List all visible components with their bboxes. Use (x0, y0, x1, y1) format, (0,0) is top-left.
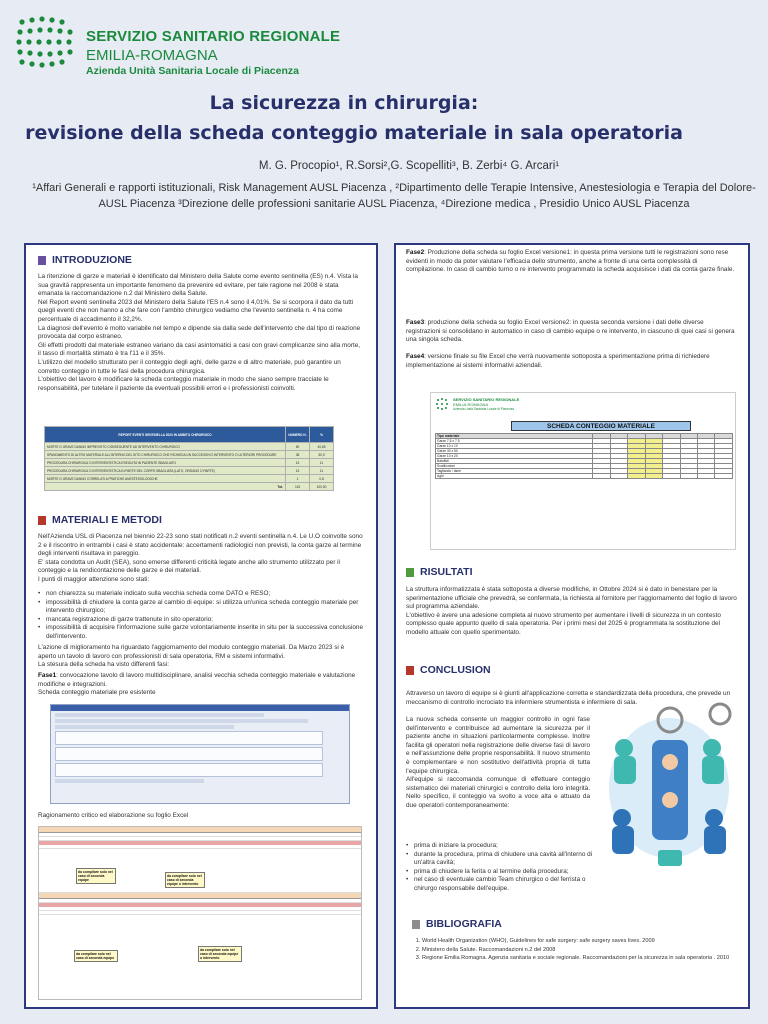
table-cell: PROCEDURA CHIRURGICA O INTERVENTISTICA ESEGUITA IN PAZIENTE SBAGLIATO (45, 459, 286, 467)
table-header: NUMERO N. (286, 427, 310, 443)
table-cell: 11 (310, 459, 334, 467)
metodi-bullets (38, 590, 364, 642)
scheda-org-2: EMILIA-ROMAGNA (453, 402, 489, 407)
authors: M. G. Procopio¹, R.Sorsi²,G. Scopelliti³, B. Zerbi⁴ G. Arcari¹ (258, 160, 560, 172)
bibliografia-heading-text: BIBLIOGRAFIA (426, 918, 502, 930)
table-header: Tipo materiale (436, 434, 593, 439)
table-cell: MORTE O GRAVE DANNO IMPREVISTO CONSEGUENTE AD INTERVENTO CHIRURGICO (45, 443, 286, 451)
conclusion-bullets (406, 842, 596, 894)
scheda-grid (435, 433, 733, 479)
section-marker-icon (38, 256, 46, 265)
table-cell: 38 (286, 451, 310, 459)
screenshot-titlebar (51, 705, 349, 711)
table-cell: 13 (286, 467, 310, 475)
table-cell: 30,9 (310, 451, 334, 459)
fase3-text (406, 319, 738, 345)
fase2-body: : Produzione della scheda su foglio Excel versione1: in questa prima versione tutti le registrazioni sono rese evidenti in modo da poter valutare l'efficacia dello strumento, anche a fronte di una certa complessità di compilazione. In caso di cambio turno o re intervento programmato la scheda acquisisce i dati da conta garze finale. (406, 249, 735, 274)
conclusion-p3: All'equipe si raccomanda comunque di effettuare conteggio sistematico dei materiali chirurgici e controllo della loro integrità. Nello specifico, il conteggio va svolto a voce alta e attuato da due operatori contemporaneamente: (406, 776, 590, 809)
org-name: SERVIZIO SANITARIO REGIONALE (86, 28, 341, 45)
table-cell: MORTE O GRAVE DANNO CORRELATI A PRATICHE ANESTESIOLOGICHE (45, 475, 286, 483)
excel-note: da compilare solo nel caso di seconda equipe (74, 950, 118, 962)
table-row (436, 474, 733, 479)
conclusion-intro: Attraverso un lavoro di equipe si è giunti all'applicazione corretta e standardizzata della procedura, che prevede un meccanismo di controllo incrociato tra infermiere strumentista e infermiere di sala. (406, 690, 731, 706)
intro-p6: L'obiettivo del lavoro è modificare la scheda conteggio materiale in modo che siano sempre tracciate le responsabilità, per tutelare il paziente da eventuali possibili errori e i professionisti coinvolti. (38, 376, 329, 392)
screenshot-row (55, 779, 204, 783)
table-cell: Garze 10 x 10 (436, 444, 593, 449)
table-cell: Scotti/cotoni (436, 464, 593, 469)
metodi-text-2 (38, 644, 364, 670)
screenshot-row (55, 719, 308, 723)
table-cell: 11 (310, 467, 334, 475)
header (0, 0, 768, 90)
table-cell: Garze 10 x 20 (436, 454, 593, 459)
fase1-caption: Scheda conteggio materiale pre esistente (38, 689, 156, 697)
metodi-p5: La stesura della scheda ha visto differenti fasi: (38, 661, 169, 669)
screenshot-row (55, 713, 264, 717)
metodi-heading-text: MATERIALI E METODI (52, 514, 162, 526)
list-item: • nel caso di eventuale cambio Team chirurgico o del ferrista o chirurgo responsabile dell'equipe. (406, 876, 596, 893)
metodi-p1: Nell'Azienda USL di Piacenza nel biennio 22-23 sono stati notificati n.2 eventi sentinella n.4. Le U.O coinvolte sono 2 e il riscontro in entrambi i casi è stato accidentale: accertamenti radiologici non previsti, la conta garze al termine degli interventi risultava in pareggio. (38, 533, 363, 558)
risultati-heading (406, 566, 473, 578)
scheda-org-3: Azienda Unità Sanitaria Locale di Piacenza (453, 407, 514, 411)
list-item: • prima di iniziare la procedura; (406, 842, 596, 851)
fase1-label: Fase1 (38, 672, 57, 679)
conclusion-p2: La nuova scheda consente un maggior controllo in ogni fase dell'intervento e contribuisce ad aumentare la sicurezza per il paziente anche in situazioni particolarmente complesse. Inoltre facilita gli operatori nella registrazione delle diverse fasi di lavoro e nell'assunzione delle proprie responsabilità. Il nuovo strumento è complementare e non sostitutivo dell'attività propria di tutta l'equipe chirurgica. (406, 716, 590, 775)
intro-heading (38, 254, 132, 266)
risultati-p1: La struttura informatizzata è stata sottoposta a diverse modifiche, in Ottobre 2024 si è dato in benestare per la sperimentazione ufficiale che prevedrà, se confermata, la richiesta al fornitore per l'aggiornamento del foglio di lavoro sul programma aziendale. (406, 586, 737, 611)
intro-p4: Gli effetti prodotti dal materiale estraneo variano da casi asintomatici a casi con gravi complicanze sino alla morte, il tasso di mortalità stimato è tra l'11 e il 35%. (38, 341, 361, 358)
table-row (45, 459, 334, 467)
intro-p5: L'utilizzo del modello strutturato per il conteggio degli aghi, delle garze e di altro materiale, può garantire un corretto conteggio in tutte le fasi della procedura chirurgica. (38, 358, 341, 375)
excel-note: da compilare solo nel caso di seconda equipe o intervento (198, 946, 242, 962)
intro-p2: Nel Report eventi sentinella 2023 del Ministero della Salute l'ES n.4 sono il 4,01%. Se si scorpora il dato da tutti quegli eventi che non hanno a che fare con l'ambito chirurgico vediamo che l'evento sentinella n. 4 ha come percentuale di accadimento il 32,2%. (38, 298, 354, 323)
fase4-label: Fase4 (406, 353, 425, 360)
list-item: 2. Ministero della Salute. Raccomandazioni n.2 del 2008 (422, 946, 742, 955)
section-marker-icon (412, 920, 420, 929)
table-cell: 50 (286, 443, 310, 451)
metodi-p3: I punti di maggior attenzione sono stati: (38, 575, 150, 583)
section-marker-icon (38, 516, 46, 525)
table-cell: PROCEDURA CHIRURGICA O INTERVENTISTICA IN PARTE DEL CORPO SBAGLIATA (LATO, ORGANO O PARTE) (45, 467, 286, 475)
affiliations: ¹Affari Generali e rapporti istituzionali, Risk Management AUSL Piacenza , ²Dipartimento delle Terapie Intensive, Anestesiologia e Terapia del Dolore-AUSL Piacenza ³Direzione delle professioni sanitarie AUSL Piacenza, ⁴Direzione medica , Presidio Unico AUSL Piacenza (32, 182, 756, 210)
list-item: • non chiarezza su materiale indicato sulla vecchia scheda come DATO e RESO; (38, 590, 364, 599)
table-cell: Garze 40 x 50 (436, 449, 593, 454)
table-row (45, 467, 334, 475)
table-cell: Tagliando / lame (436, 469, 593, 474)
excel-line (39, 911, 361, 915)
metodi-p4: L'azione di miglioramento ha riguardato l'aggiornamento del modulo conteggio materiali. Da Marzo 2023 si è aperto un tavolo di lavoro con professionisti di sala operatoria, RM e sistemi informativi. (38, 644, 345, 660)
screenshot-row (55, 763, 323, 777)
table-cell: Garze 7,5 x 7,5 (436, 439, 593, 444)
org-region: EMILIA-ROMAGNA (86, 47, 218, 64)
fasi-text (406, 249, 738, 275)
table-cell: Aghi (436, 474, 593, 479)
metodi-text (38, 533, 364, 585)
fase3-body: : produzione della scheda su foglio Excel versione2: in questa seconda versione i dati delle diverse registrazioni si consolidano in automatico in caso di cambio equipe o re intervento, in ciascuno di quei casi si genera una singola scheda. (406, 319, 735, 344)
eventi-sentinella-table (44, 426, 334, 491)
poster-title-line1: La sicurezza in chirurgia: (209, 92, 479, 114)
list-item: 1. World Health Organization (WHO), Guidelines for safe surgery: safe surgery saves lives. 2009 (422, 937, 742, 946)
fase4-text (406, 353, 738, 370)
table-row (45, 443, 334, 451)
conclusion-heading (406, 664, 491, 676)
org-subtitle: Azienda Unità Sanitaria Locale di Piacenza (86, 65, 299, 77)
list-item: • impossibilità di acquisire l'informazione sulle garze volontariamente inserite in situ per la successiva conclusione dell'intervento. (38, 624, 364, 641)
fase1-text (38, 672, 364, 698)
table-header: % (310, 427, 334, 443)
table-row (45, 483, 334, 491)
section-marker-icon (406, 666, 414, 675)
conclusion-text (406, 716, 590, 811)
table-cell: 13 (286, 459, 310, 467)
conclusion-heading-text: CONCLUSION (420, 664, 491, 676)
intro-p3: La diagnosi dell'evento è molto variabile nel tempo e dipende sia dalla sede dell'intervento che dal tipo di reazione provocata dal corpo estraneo. (38, 324, 361, 341)
list-item: • prima di chiudere la ferita o al termine della procedura; (406, 868, 596, 877)
scheda-title: SCHEDA CONTEGGIO MATERIALE (511, 421, 691, 431)
table-cell: Batuffoli (436, 459, 593, 464)
table-cell: 1 (286, 475, 310, 483)
table-cell: 115 (286, 483, 310, 491)
table-header: REPORT EVENTI SENTINELLA 2023 IN AMBITO CHIRURGICO (45, 427, 286, 443)
intro-p1: La ritenzione di garze e materiali è identificato dal Ministero della Salute come evento sentinella (ES) n.4. Vista la sua gravità rappresenta un importante fenomeno da prevenire ed evitare, per tale ragione nel 2008 è stata emanata la raccomandazione n.2 dal Ministero della Salute. (38, 273, 358, 298)
table-row (45, 451, 334, 459)
table-cell: 40,65 (310, 443, 334, 451)
risultati-text (406, 586, 738, 638)
intro-text (38, 273, 364, 393)
risultati-p2: L'obiettivo è avere una adesione completa al nuovo strumento per aumentare i livelli di sicurezza in un contesto complesso quale appunto quello di sala operatoria. Per i primi mesi del 2025 è programmata la sostituzione del modello attuale con quello sperimentato. (406, 611, 721, 636)
scheda-conteggio-form (430, 392, 736, 550)
surgery-team-illustration-icon (594, 700, 744, 872)
list-item: 3. Regione Emilia Romagna. Agenzia sanitaria e sociale regionale. Raccomandazioni per la sicurezza in sala operatoria . 2010 (422, 954, 742, 963)
metodi-heading (38, 514, 162, 526)
scheda-org-1: SERVIZIO SANITARIO REGIONALE (453, 397, 520, 402)
excel-caption: Ragionamento critico ed elaborazione su foglio Excel (38, 812, 189, 819)
poster-title-line2: revisione della scheda conteggio materiale in sala operatoria (25, 122, 683, 144)
list-item: • mancata registrazione di garze trattenute in sito operatorio; (38, 616, 364, 625)
fase1-body: : convocazione tavolo di lavoro multidisciplinare, analisi vecchia scheda conteggio materiale e valutazione modifiche e integrazioni. (38, 672, 356, 688)
screenshot-row (55, 747, 323, 761)
old-scheda-screenshot (50, 704, 350, 804)
metodi-p2: E' stata condotta un Audit (SEA), sono emerse differenti criticità legate anche allo strumento utilizzato per il conteggio e la rendicontazione delle garze e dei materiali. (38, 558, 340, 575)
table-cell: SPANDIMENTO DI ALTRO MATERIALE ALL'INTERNO DEL SITO CHIRURGICO CHE RICHIEDA UN SUCCESSIVO INTERVENTO O ULTERIORI PROCEDURE (45, 451, 286, 459)
table-cell: 0,8 (310, 475, 334, 483)
table-cell: 100,00 (310, 483, 334, 491)
screenshot-row (55, 731, 323, 745)
bibliografia-heading (412, 918, 502, 930)
references-list (412, 937, 742, 963)
fase2-label: Fase2 (406, 249, 425, 256)
section-marker-icon (406, 568, 414, 577)
list-item: • durante la procedura, prima di chiudere una cavità all'interno di un'altra cavità; (406, 851, 596, 868)
risultati-heading-text: RISULTATI (420, 566, 473, 578)
list-item: • impossibilità di chiudere la conta garze al cambio di equipe: si utilizza un'unica scheda conteggio materiale per intervento chirurgico; (38, 599, 364, 616)
ssr-logo-icon (435, 397, 449, 411)
excel-note: da compilare solo nel caso di seconda equipe o intervento (165, 872, 205, 888)
table-row (45, 475, 334, 483)
fase4-body: : versione finale su file Excel che verrà nuovamente sottoposta a sperimentazione prima di richiedere implementazione ai sistemi informativi aziendali. (406, 353, 710, 369)
intro-heading-text: INTRODUZIONE (52, 254, 132, 266)
screenshot-row (55, 725, 234, 729)
excel-elaboration (38, 826, 362, 1000)
ssr-logo-icon (14, 14, 76, 76)
fase3-label: Fase3 (406, 319, 425, 326)
table-cell: Tot. (45, 483, 286, 491)
excel-note: da compilare solo nel caso di seconda equipe (76, 868, 116, 884)
